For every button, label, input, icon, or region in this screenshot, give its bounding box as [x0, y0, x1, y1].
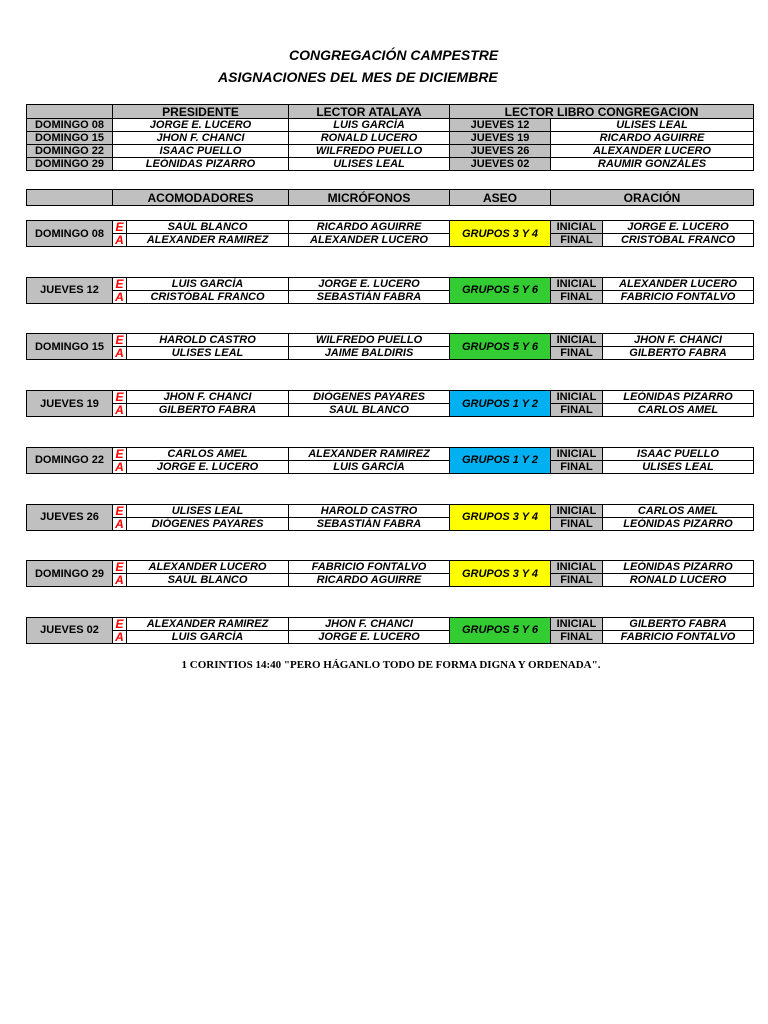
acomodador-a: SAÚL BLANCO	[127, 574, 289, 587]
assignment-day: JUEVES 02	[27, 617, 113, 643]
oracion-final: FABRICIO FONTALVO	[603, 290, 754, 303]
oracion-final-label: FINAL	[551, 290, 603, 303]
marker-e: E	[113, 561, 127, 574]
assignment-day: DOMINGO 22	[27, 447, 113, 473]
reader-presidente: JHON F. CHANCI	[113, 132, 289, 145]
marker-a: A	[113, 347, 127, 360]
oracion-inicial-label: INICIAL	[551, 221, 603, 234]
acomodador-a: GILBERTO FABRA	[127, 404, 289, 417]
oracion-inicial: JHON F. CHANCI	[603, 334, 754, 347]
microfono-e: JHON F. CHANCI	[289, 617, 450, 630]
congregation-title: CONGREGACIÓN CAMPESTRE	[289, 47, 499, 63]
marker-e: E	[113, 391, 127, 404]
oracion-final-label: FINAL	[551, 460, 603, 473]
oracion-final: RONALD LUCERO	[603, 574, 754, 587]
oracion-inicial: ISAAC PUELLO	[603, 447, 754, 460]
reader-presidente: LEÓNIDAS PIZARRO	[113, 158, 289, 171]
microfono-a: SEBASTIÁN FABRA	[289, 517, 450, 530]
marker-a: A	[113, 460, 127, 473]
assignment-day: JUEVES 19	[27, 391, 113, 417]
acomodador-e: SAÚL BLANCO	[127, 221, 289, 234]
reader-day: DOMINGO 15	[27, 132, 113, 145]
microfono-a: ALEXANDER LUCERO	[289, 234, 450, 247]
reader-day: DOMINGO 08	[27, 119, 113, 132]
reader-atalaya: ULISES LEAL	[289, 158, 450, 171]
oracion-inicial-label: INICIAL	[551, 617, 603, 630]
assignment-block	[26, 560, 754, 587]
microfono-e: DIÓGENES PAYARES	[289, 391, 450, 404]
microfono-e: RICARDO AGUIRRE	[289, 221, 450, 234]
acomodador-e: ALEXANDER RAMIREZ	[127, 617, 289, 630]
oracion-final: FABRICIO FONTALVO	[603, 630, 754, 643]
marker-e: E	[113, 447, 127, 460]
readers-header-row	[27, 105, 754, 119]
header-lector-libro: LECTOR LIBRO CONGREGACION	[450, 105, 754, 119]
reader-presidente: JORGE E. LUCERO	[113, 119, 289, 132]
microfono-e: WILFREDO PUELLO	[289, 334, 450, 347]
assignment-day: JUEVES 26	[27, 504, 113, 530]
microfono-e: ALEXANDER RAMIREZ	[289, 447, 450, 460]
oracion-final-label: FINAL	[551, 347, 603, 360]
aseo-group: GRUPOS 5 Y 6	[450, 277, 551, 303]
reader-day: DOMINGO 22	[27, 145, 113, 158]
oracion-final-label: FINAL	[551, 574, 603, 587]
oracion-final-label: FINAL	[551, 630, 603, 643]
acomodador-e: ULISES LEAL	[127, 504, 289, 517]
aseo-group: GRUPOS 3 Y 4	[450, 504, 551, 530]
marker-a: A	[113, 234, 127, 247]
marker-e: E	[113, 617, 127, 630]
microfono-a: SAÚL BLANCO	[289, 404, 450, 417]
oracion-inicial: ALEXANDER LUCERO	[603, 277, 754, 290]
marker-a: A	[113, 630, 127, 643]
month-subtitle: ASIGNACIONES DEL MES DE DICIEMBRE	[218, 69, 498, 85]
acomodador-a: LUIS GARCÍA	[127, 630, 289, 643]
marker-a: A	[113, 404, 127, 417]
oracion-final-label: FINAL	[551, 517, 603, 530]
assignment-block	[26, 447, 754, 474]
microfono-a: LUIS GARCÍA	[289, 460, 450, 473]
reader-day: DOMINGO 29	[27, 158, 113, 171]
oracion-inicial: LEÓNIDAS PIZARRO	[603, 561, 754, 574]
assignment-day: JUEVES 12	[27, 277, 113, 303]
microfono-a: SEBASTIÁN FABRA	[289, 290, 450, 303]
reader-libro: RICARDO AGUIRRE	[551, 132, 754, 145]
reader-libro-day: JUEVES 02	[450, 158, 551, 171]
assignment-block	[26, 277, 754, 304]
oracion-inicial-label: INICIAL	[551, 561, 603, 574]
assignments-header	[26, 189, 754, 206]
header-oracion: ORACIÓN	[551, 190, 754, 206]
readers-row	[27, 158, 754, 171]
reader-libro-day: JUEVES 12	[450, 119, 551, 132]
marker-e: E	[113, 277, 127, 290]
reader-atalaya: WILFREDO PUELLO	[289, 145, 450, 158]
aseo-group: GRUPOS 1 Y 2	[450, 447, 551, 473]
reader-atalaya: LUIS GARCÍA	[289, 119, 450, 132]
assignment-day: DOMINGO 08	[27, 221, 113, 247]
oracion-inicial-label: INICIAL	[551, 391, 603, 404]
assignment-block	[26, 390, 754, 417]
oracion-inicial: CARLOS AMEL	[603, 504, 754, 517]
header-aseo: ASEO	[450, 190, 551, 206]
acomodador-e: HAROLD CASTRO	[127, 334, 289, 347]
oracion-inicial: JORGE E. LUCERO	[603, 221, 754, 234]
aseo-group: GRUPOS 5 Y 6	[450, 334, 551, 360]
oracion-final: CARLOS AMEL	[603, 404, 754, 417]
microfono-a: RICARDO AGUIRRE	[289, 574, 450, 587]
oracion-inicial: LEÓNIDAS PIZARRO	[603, 391, 754, 404]
microfono-a: JAIME BALDIRIS	[289, 347, 450, 360]
header-presidente: PRESIDENTE	[113, 105, 289, 119]
assignment-block	[26, 333, 754, 360]
acomodador-a: DIÓGENES PAYARES	[127, 517, 289, 530]
reader-libro-day: JUEVES 26	[450, 145, 551, 158]
acomodador-e: LUIS GARCÍA	[127, 277, 289, 290]
oracion-inicial-label: INICIAL	[551, 277, 603, 290]
oracion-final: GILBERTO FABRA	[603, 347, 754, 360]
reader-libro: RAUMIR GONZÁLES	[551, 158, 754, 171]
marker-a: A	[113, 517, 127, 530]
readers-row	[27, 132, 754, 145]
aseo-group: GRUPOS 5 Y 6	[450, 617, 551, 643]
microfono-e: HAROLD CASTRO	[289, 504, 450, 517]
oracion-inicial-label: INICIAL	[551, 504, 603, 517]
oracion-final: ULISES LEAL	[603, 460, 754, 473]
acomodador-e: ALEXANDER LUCERO	[127, 561, 289, 574]
header-acomodadores: ACOMODADORES	[113, 190, 289, 206]
reader-libro-day: JUEVES 19	[450, 132, 551, 145]
microfono-a: JORGE E. LUCERO	[289, 630, 450, 643]
assignment-block	[26, 220, 754, 247]
reader-libro: ULISES LEAL	[551, 119, 754, 132]
assignment-block	[26, 504, 754, 531]
oracion-final-label: FINAL	[551, 234, 603, 247]
acomodador-a: CRISTÓBAL FRANCO	[127, 290, 289, 303]
marker-e: E	[113, 334, 127, 347]
acomodador-a: ULISES LEAL	[127, 347, 289, 360]
readers-row	[27, 145, 754, 158]
header-lector-atalaya: LECTOR ATALAYA	[289, 105, 450, 119]
readers-header-blank	[27, 105, 113, 119]
header-microfonos: MICRÓFONOS	[289, 190, 450, 206]
acomodador-e: CARLOS AMEL	[127, 447, 289, 460]
readers-row	[27, 119, 754, 132]
oracion-inicial: GILBERTO FABRA	[603, 617, 754, 630]
microfono-e: FABRICIO FONTALVO	[289, 561, 450, 574]
assignment-day: DOMINGO 15	[27, 334, 113, 360]
oracion-final-label: FINAL	[551, 404, 603, 417]
microfono-e: JORGE E. LUCERO	[289, 277, 450, 290]
marker-a: A	[113, 574, 127, 587]
aseo-group: GRUPOS 1 Y 2	[450, 391, 551, 417]
marker-a: A	[113, 290, 127, 303]
marker-e: E	[113, 504, 127, 517]
assign-header-blank	[27, 190, 113, 206]
bible-verse: 1 CORINTIOS 14:40 "PERO HÁGANLO TODO DE FORMA DIGNA Y ORDENADA".	[181, 659, 601, 671]
readers-table	[26, 104, 754, 171]
reader-libro: ALEXANDER LUCERO	[551, 145, 754, 158]
assignment-day: DOMINGO 29	[27, 561, 113, 587]
marker-e: E	[113, 221, 127, 234]
oracion-inicial-label: INICIAL	[551, 334, 603, 347]
acomodador-e: JHON F. CHANCI	[127, 391, 289, 404]
oracion-final: LEÓNIDAS PIZARRO	[603, 517, 754, 530]
aseo-group: GRUPOS 3 Y 4	[450, 221, 551, 247]
reader-presidente: ISAAC PUELLO	[113, 145, 289, 158]
aseo-group: GRUPOS 3 Y 4	[450, 561, 551, 587]
oracion-final: CRISTÓBAL FRANCO	[603, 234, 754, 247]
acomodador-a: ALEXANDER RAMIREZ	[127, 234, 289, 247]
acomodador-a: JORGE E. LUCERO	[127, 460, 289, 473]
reader-atalaya: RONALD LUCERO	[289, 132, 450, 145]
assignment-block	[26, 617, 754, 644]
oracion-inicial-label: INICIAL	[551, 447, 603, 460]
